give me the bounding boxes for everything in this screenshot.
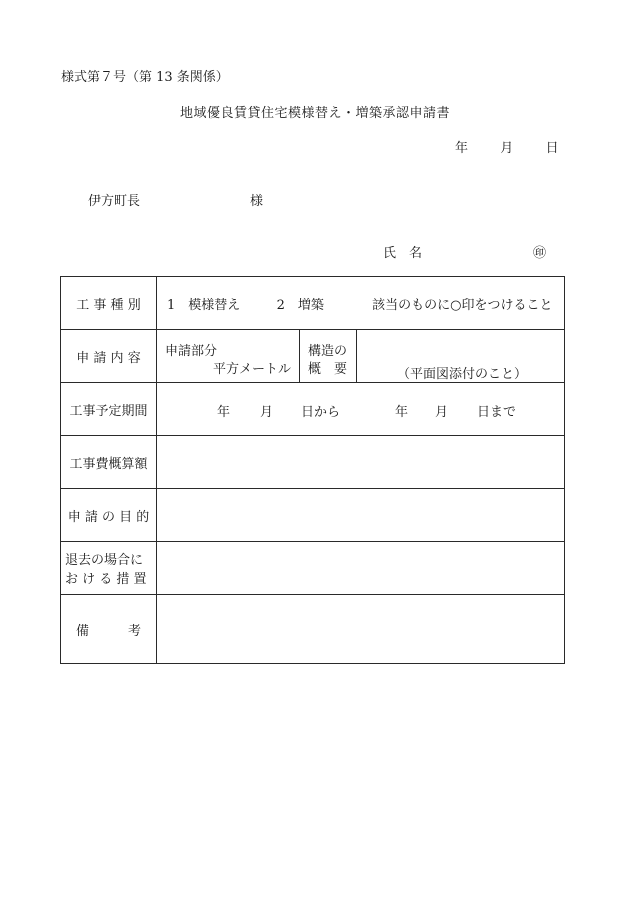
- work-type-option-1[interactable]: 1 模様替え: [167, 297, 241, 313]
- cost-label: 工事費概算額: [61, 436, 157, 489]
- period-from-year: 年: [217, 404, 231, 420]
- remarks-label: 備 考: [61, 595, 157, 664]
- details-part-label: 申請部分: [165, 343, 218, 359]
- structure-label-line-1: 構造の: [308, 343, 348, 359]
- row-cost: [61, 436, 565, 489]
- form-number: 様式第７号（第 13 条関係）: [61, 70, 229, 85]
- period-label: 工事予定期間: [61, 383, 157, 436]
- row-remarks: [61, 595, 565, 664]
- period-to-month: 月: [435, 404, 449, 420]
- details-structure-label: [300, 330, 357, 383]
- period-to-day: 日まで: [477, 404, 517, 420]
- details-structure-cell[interactable]: [357, 330, 565, 383]
- application-table: [60, 276, 565, 664]
- vacate-label-line-1: 退去の場合に: [65, 553, 144, 568]
- details-label: 申 請 内 容: [61, 330, 157, 383]
- row-period: [61, 383, 565, 436]
- row-purpose: [61, 489, 565, 542]
- purpose-label: 申 請 の 目 的: [61, 489, 157, 542]
- structure-label-line-2: 概 要: [308, 361, 348, 377]
- purpose-input[interactable]: [157, 489, 565, 542]
- date-day: 日: [545, 141, 559, 156]
- work-type-option-2[interactable]: 2 増築: [276, 297, 324, 313]
- addressee-honorific: 様: [250, 194, 264, 209]
- row-details: [61, 330, 565, 383]
- remarks-input[interactable]: [157, 595, 565, 664]
- form-title: 地域優良賃貸住宅模様替え・増築承認申請書: [179, 106, 450, 121]
- vacate-input[interactable]: [157, 542, 565, 595]
- date-month: 月: [500, 141, 514, 156]
- vacate-label-line-2: お け る 措 置: [65, 572, 147, 587]
- work-type-options[interactable]: [157, 277, 565, 330]
- seal-mark: ㊞: [533, 246, 547, 261]
- work-type-label: 工 事 種 別: [61, 277, 157, 330]
- attach-note: （平面図添付のこと）: [397, 366, 528, 382]
- addressee-name: 伊方町長: [88, 194, 141, 209]
- details-part-cell[interactable]: [157, 330, 300, 383]
- applicant-name-label: 氏 名: [383, 246, 423, 261]
- period-from-month: 月: [260, 404, 274, 420]
- period-from-day: 日から: [301, 404, 341, 420]
- row-work-type: [61, 277, 565, 330]
- cost-input[interactable]: [157, 436, 565, 489]
- details-part-unit: 平方メートル: [213, 361, 292, 377]
- vacate-label: [61, 542, 157, 595]
- date-line: [455, 137, 559, 156]
- work-type-note: 該当のものに○印をつけること: [372, 297, 553, 313]
- period-cell[interactable]: [157, 383, 565, 436]
- period-to-year: 年: [395, 404, 409, 420]
- date-year: 年: [455, 141, 469, 156]
- row-vacate: [61, 542, 565, 595]
